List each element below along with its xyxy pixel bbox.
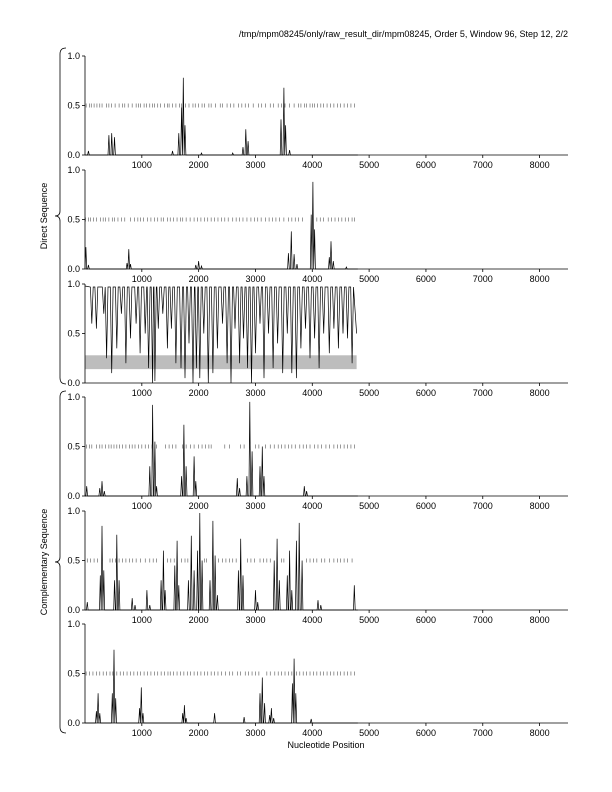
x-tick-label: 2000 [188,160,209,170]
x-tick-label: 8000 [529,728,550,738]
series-line [85,78,358,155]
x-tick-label: 8000 [529,274,550,284]
x-axis-label: Nucleotide Position [287,740,365,750]
x-tick-label: 3000 [245,728,266,738]
x-tick-label: 6000 [415,501,436,511]
x-tick-label: 2000 [188,388,209,398]
x-tick-label: 6000 [415,160,436,170]
x-tick-label: 5000 [359,388,380,398]
y-tick-label: 0.0 [67,491,80,501]
panels [67,51,568,738]
y-tick-label: 0.0 [67,264,80,274]
y-tick-label: 0.5 [67,555,80,566]
x-tick-label: 8000 [529,615,550,625]
group-complementary [39,391,66,733]
series-line [85,402,358,496]
x-tick-label: 4000 [302,160,323,170]
x-tick-label: 4000 [302,728,323,738]
y-tick-label: 0.5 [67,441,80,452]
x-tick-label: 6000 [415,615,436,625]
x-tick-label: 1000 [131,388,152,398]
group-label: Complementary Sequence [39,508,49,616]
panel-direct-frame-2 [67,165,568,284]
y-tick-label: 0.5 [67,328,80,339]
y-tick-label: 1.0 [67,619,80,629]
x-tick-label: 7000 [472,501,493,511]
x-tick-label: 2000 [188,274,209,284]
y-tick-label: 0.5 [67,214,80,225]
panel-complementary-frame-3 [67,619,568,738]
x-tick-label: 6000 [415,388,436,398]
x-tick-label: 5000 [359,160,380,170]
panel-complementary-frame-1 [67,392,568,511]
x-tick-label: 5000 [359,274,380,284]
x-tick-label: 8000 [529,388,550,398]
y-tick-label: 1.0 [67,165,80,175]
bracket [55,391,66,733]
x-tick-label: 8000 [529,160,550,170]
group-brackets [39,48,66,733]
x-tick-label: 3000 [245,615,266,625]
x-tick-label: 2000 [188,501,209,511]
x-tick-label: 7000 [472,615,493,625]
group-direct [39,48,66,384]
x-tick-label: 6000 [415,728,436,738]
y-tick-label: 0.0 [67,150,80,160]
x-tick-label: 8000 [529,501,550,511]
y-tick-label: 1.0 [67,392,80,402]
x-tick-label: 1000 [131,615,152,625]
x-tick-label: 7000 [472,388,493,398]
group-label: Direct Sequence [39,182,49,250]
x-tick-label: 1000 [131,501,152,511]
y-tick-label: 1.0 [67,506,80,516]
bracket [55,48,66,384]
y-tick-label: 0.5 [67,668,80,679]
x-tick-label: 1000 [131,160,152,170]
x-tick-label: 3000 [245,388,266,398]
x-tick-label: 3000 [245,274,266,284]
x-tick-label: 3000 [245,160,266,170]
x-tick-label: 5000 [359,615,380,625]
series-line [85,182,358,269]
x-tick-label: 6000 [415,274,436,284]
x-tick-label: 4000 [302,274,323,284]
x-tick-label: 1000 [131,274,152,284]
x-tick-label: 4000 [302,388,323,398]
y-tick-label: 1.0 [67,279,80,289]
panel-direct-frame-1 [67,51,568,170]
x-tick-label: 4000 [302,501,323,511]
x-tick-label: 7000 [472,160,493,170]
y-tick-label: 0.0 [67,718,80,728]
x-tick-label: 2000 [188,615,209,625]
y-tick-label: 1.0 [67,51,80,61]
panel-combined [67,279,568,398]
x-tick-label: 4000 [302,615,323,625]
y-tick-label: 0.0 [67,605,80,615]
y-tick-label: 0.5 [67,100,80,111]
x-tick-label: 1000 [131,728,152,738]
x-tick-label: 7000 [472,728,493,738]
x-tick-label: 5000 [359,728,380,738]
series-line [85,650,358,723]
panel-complementary-frame-2 [67,506,568,625]
x-tick-label: 2000 [188,728,209,738]
y-tick-label: 0.0 [67,378,80,388]
figure-header: /tmp/mpm08245/only/raw_result_dir/mpm08245, Order 5, Window 96, Step 12, 2/2 [238,29,568,39]
x-tick-label: 3000 [245,501,266,511]
x-tick-label: 7000 [472,274,493,284]
x-tick-label: 5000 [359,501,380,511]
